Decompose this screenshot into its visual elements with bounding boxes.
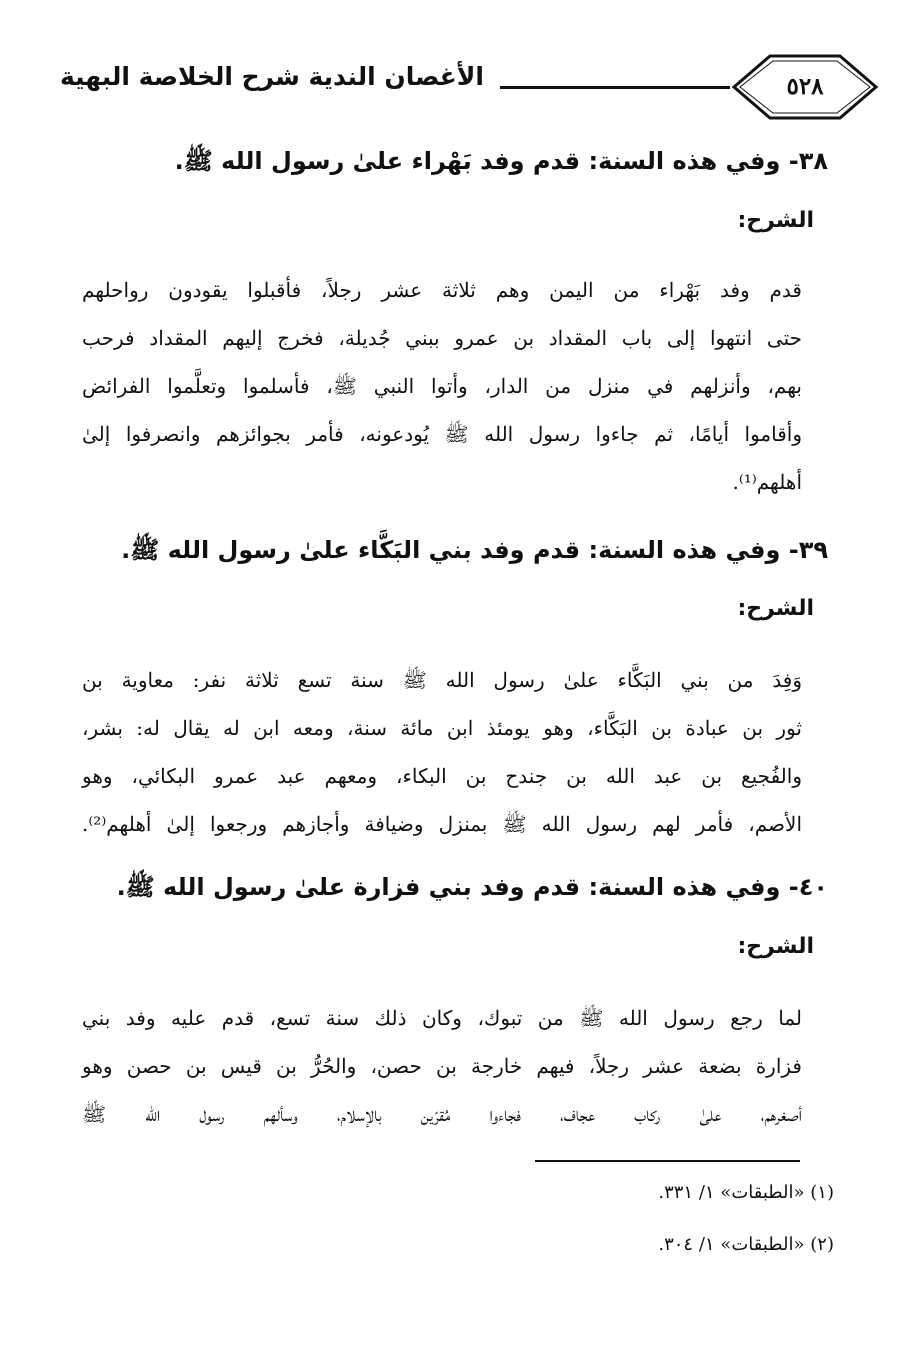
- text-line: الأصم، فأمر لهم رسول الله ﷺ بمنزل وضيافة وأجازهم ورجعوا إلىٰ أهلهم⁽²⁾.: [82, 812, 802, 836]
- sharh-label-38: الشرح:: [737, 208, 814, 233]
- text-line: بهم، وأنزلهم في منزل من الدار، وأتوا النبي ﷺ، فأسلموا وتعلَّموا الفرائض: [82, 374, 802, 398]
- sharh-label-39: الشرح:: [737, 596, 814, 621]
- section-heading-39: ٣٩- وفي هذه السنة: قدم وفد بني البَكَّاء علىٰ رسول الله ﷺ.: [121, 536, 828, 564]
- text-line: حتى انتهوا إلى باب المقداد بن عمرو ببني جُديلة، فخرج إليهم المقداد فرحب: [82, 326, 802, 350]
- header-rule: [500, 86, 730, 89]
- section-heading-38: ٣٨- وفي هذه السنة: قدم وفد بَهْراء علىٰ رسول الله ﷺ.: [174, 147, 828, 175]
- text-line: والفُجيع بن عبد الله بن جندح بن البكاء، ومعهم عبد عمرو البكائي، وهو: [82, 764, 802, 788]
- paragraph-40: [82, 994, 802, 1138]
- text-line: وأقاموا أيامًا، ثم جاءوا رسول الله ﷺ يُودعونه، فأمر بجوائزهم وانصرفوا إلىٰ: [82, 422, 802, 446]
- text-line: وَفِدَ من بني البَكَّاء علىٰ رسول الله ﷺ سنة تسع ثلاثة نفر: معاوية بن: [82, 668, 802, 692]
- text-line: أهلهم⁽¹⁾.: [732, 470, 802, 494]
- page-number: ٥٢٨: [786, 73, 824, 100]
- sharh-label-40: الشرح:: [737, 934, 814, 959]
- paragraph-38: [82, 266, 802, 506]
- text-line: لما رجع رسول الله ﷺ من تبوك، وكان ذلك سنة تسع، قدم عليه وفد بني: [82, 1006, 802, 1030]
- section-heading-40: ٤٠- وفي هذه السنة: قدم وفد بني فزارة علىٰ رسول الله ﷺ.: [116, 873, 828, 901]
- text-line: فزارة بضعة عشر رجلاً، فيهم خارجة بن حصن، والحُرُّ بن قيس بن حصن وهو: [82, 1054, 802, 1078]
- text-line: قدم وفد بَهْراء من اليمن وهم ثلاثة عشر رجلاً، فأقبلوا يقودون رواحلهم: [82, 278, 802, 302]
- text-line: أصغرهم، علىٰ ركاب عجاف، فجاءوا مُقرّين بالإسلام، وسألهم رسول الله ﷺ: [82, 1102, 802, 1126]
- footnote-2: (٢) «الطبقات» ١/ ٣٠٤.: [658, 1234, 834, 1255]
- footnote-separator: [535, 1160, 800, 1162]
- running-header-title: الأغصان الندية شرح الخلاصة البهية: [59, 62, 484, 91]
- paragraph-39: [82, 656, 802, 848]
- page-number-badge: [730, 52, 880, 122]
- text-line: ثور بن عبادة بن البَكَّاء، وهو يومئذ ابن مائة سنة، ومعه ابن له يقال له: بشر،: [82, 716, 802, 740]
- footnote-1: (١) «الطبقات» ١/ ٣٣١.: [658, 1182, 834, 1203]
